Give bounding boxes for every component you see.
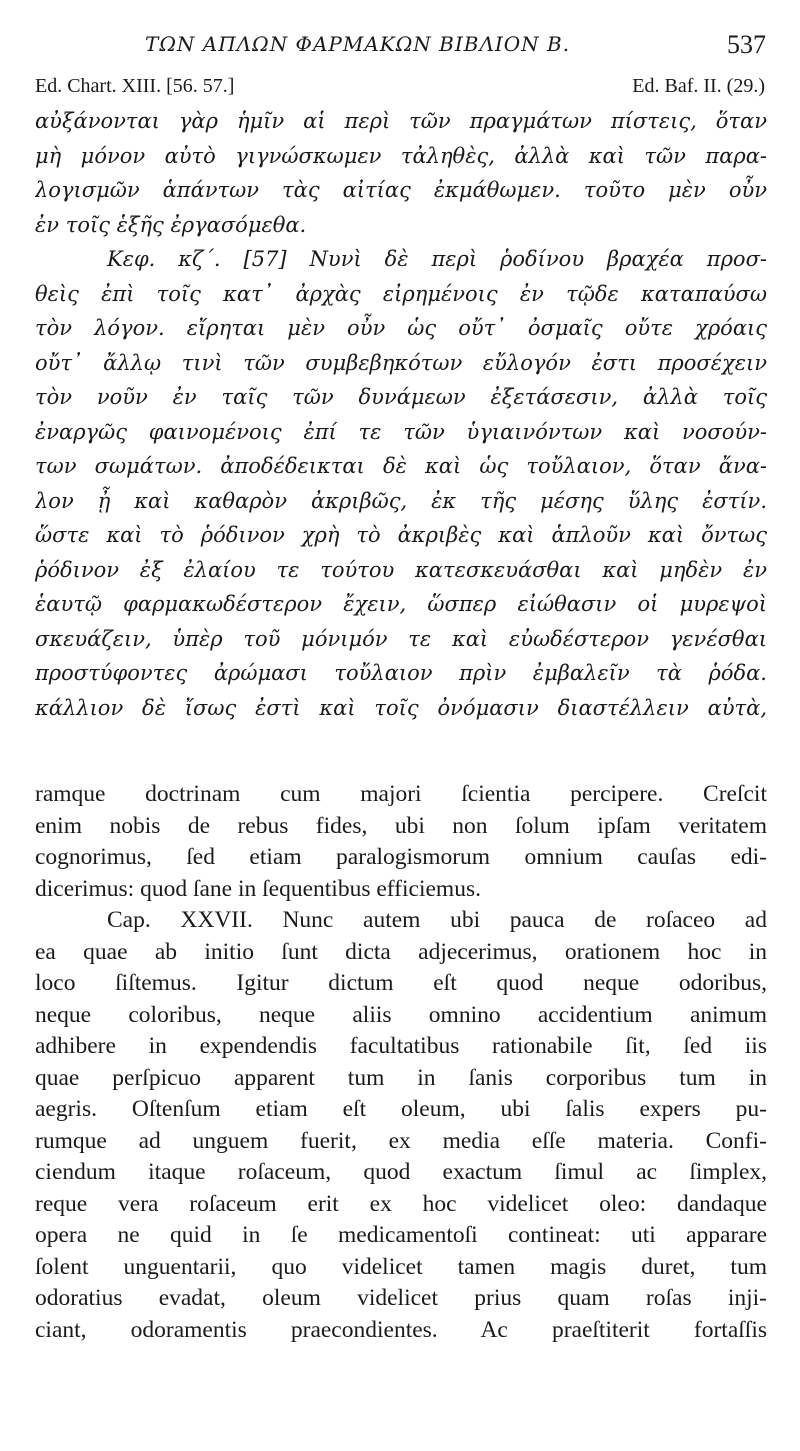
running-title: ΤΩΝ ΑΠΛΩΝ ΦΑΡΜΑΚΩΝ ΒΙΒΛΙΟΝ Β. <box>145 32 571 56</box>
greek-line: ῥόδινον ἐξ ἐλαίου τε τούτου κατεσκευάσθαι καὶ μηδὲν ἐν <box>35 557 767 582</box>
page-number: 537 <box>727 30 766 59</box>
latin-line: odoratius evadat, oleum videlicet prius quam roſas inji- <box>35 1285 767 1311</box>
greek-line: ἐν τοῖς ἑξῆς ἐργασόμεθα. <box>35 212 307 237</box>
latin-line: ramque doctrinam cum majori ſcientia percipere. Creſcit <box>35 781 767 807</box>
latin-line: dicerimus: quod ſane in ſequentibus efficiemus. <box>35 875 481 902</box>
edition-reference-right: Ed. Baf. II. (29.) <box>632 75 765 97</box>
greek-line: σκευάζειν, ὑπὲρ τοῦ μόνιμόν τε καὶ εὐωδέστερον γενέσθαι <box>35 626 767 651</box>
latin-line: neque coloribus, neque aliis omnino accidentium animum <box>35 1001 767 1028</box>
latin-text-block <box>35 779 767 1346</box>
greek-line: τὸν νοῦν ἐν ταῖς τῶν δυνάμεων ἐξετάσεσιν, ἀλλὰ τοῖς <box>35 385 767 409</box>
latin-line: enim nobis de rebus fides, ubi non ſolum ipſam veritatem <box>35 812 767 839</box>
latin-chapter-heading-line: Cap. XXVII. Nunc autem ubi pauca de roſaceo ad <box>107 907 767 933</box>
greek-line: των σωμάτων. ἀποδέδεικται δὲ καὶ ὡς τοὔλαιον, ὅταν ἄνα- <box>35 454 767 478</box>
greek-text-block <box>35 104 767 725</box>
greek-line: ἐναργῶς φαινομένοις ἐπί τε τῶν ὑγιαινόντων καὶ νοσούν- <box>35 419 767 444</box>
greek-line: κάλλιον δὲ ἴσως ἐστὶ καὶ τοῖς ὀνόμασιν διαστέλλειν αὐτὰ, <box>35 695 767 720</box>
latin-line: reque vera roſaceum erit ex hoc videlicet oleo: dandaque <box>35 1190 767 1217</box>
latin-line: loco ſiſtemus. Igitur dictum eſt quod neque odoribus, <box>35 970 767 996</box>
greek-line: αὐξάνονται γὰρ ἡμῖν αἱ περὶ τῶν πραγμάτων πίστεις, ὅταν <box>35 109 767 133</box>
greek-line: θεὶς ἐπὶ τοῖς κατ᾽ ἀρχὰς εἰρημένοις ἐν τῷδε καταπαύσω <box>35 281 767 306</box>
latin-line: aegris. Oſtenſum etiam eſt oleum, ubi ſalis expers pu- <box>35 1096 767 1122</box>
edition-reference-left: Ed. Chart. XIII. [56. 57.] <box>35 75 235 97</box>
greek-line: ἑαυτῷ φαρμακωδέστερον ἔχειν, ὥσπερ εἰώθασιν οἱ μυρεψοὶ <box>35 592 767 616</box>
greek-line: οὔτ᾽ ἄλλῳ τινὶ τῶν συμβεβηκότων εὔλογόν ἐστι προσέχειν <box>35 350 767 375</box>
latin-line: ſolent unguentarii, quo videlicet tamen magis duret, tum <box>35 1253 767 1280</box>
running-head <box>0 30 800 64</box>
latin-line: opera ne quid in ſe medicamentoſi contineat: uti apparare <box>35 1222 767 1248</box>
latin-line: ciendum itaque roſaceum, quod exactum ſimul ac ſimplex, <box>35 1159 767 1185</box>
latin-line: cognorimus, ſed etiam paralogismorum omnium cauſas edi- <box>35 844 767 870</box>
latin-line: adhibere in expendendis facultatibus rationabile ſit, ſed iis <box>35 1033 767 1059</box>
greek-line: ὥστε καὶ τὸ ῥόδινον χρὴ τὸ ἀκριβὲς καὶ ἁπλοῦν καὶ ὄντως <box>35 523 767 547</box>
edition-reference <box>35 75 765 103</box>
greek-line: λον ᾖ καὶ καθαρὸν ἀκριβῶς, ἐκ τῆς μέσης ὕλης ἐστίν. <box>35 488 767 513</box>
latin-line: quae perſpicuo apparent tum in ſanis corporibus tum in <box>35 1064 767 1091</box>
greek-line: λογισμῶν ἁπάντων τὰς αἰτίας ἐκμάθωμεν. τοῦτο μὲν οὖν <box>35 178 767 202</box>
greek-line: τὸν λόγον. εἴρηται μὲν οὖν ὡς οὔτ᾽ ὀσμαῖς οὔτε χρόαις <box>35 316 767 340</box>
greek-chapter-heading-line: Κεφ. κζ΄. [57] Νυνὶ δὲ περὶ ῥοδίνου βραχέα προσ- <box>107 247 767 271</box>
greek-line: μὴ μόνον αὐτὸ γιγνώσκωμεν τἀληθὲς, ἀλλὰ καὶ τῶν παρα- <box>35 143 767 168</box>
latin-line: ciant, odoramentis praecondientes. Ac praeſtiterit fortaſſis <box>35 1316 767 1343</box>
greek-line: προστύφοντες ἀρώμασι τοὔλαιον πρὶν ἐμβαλεῖν τὰ ῥόδα. <box>35 661 767 685</box>
latin-line: rumque ad unguem fuerit, ex media eſſe materia. Confi- <box>35 1127 767 1154</box>
latin-line: ea quae ab initio ſunt dicta adjecerimus, orationem hoc in <box>35 938 767 965</box>
